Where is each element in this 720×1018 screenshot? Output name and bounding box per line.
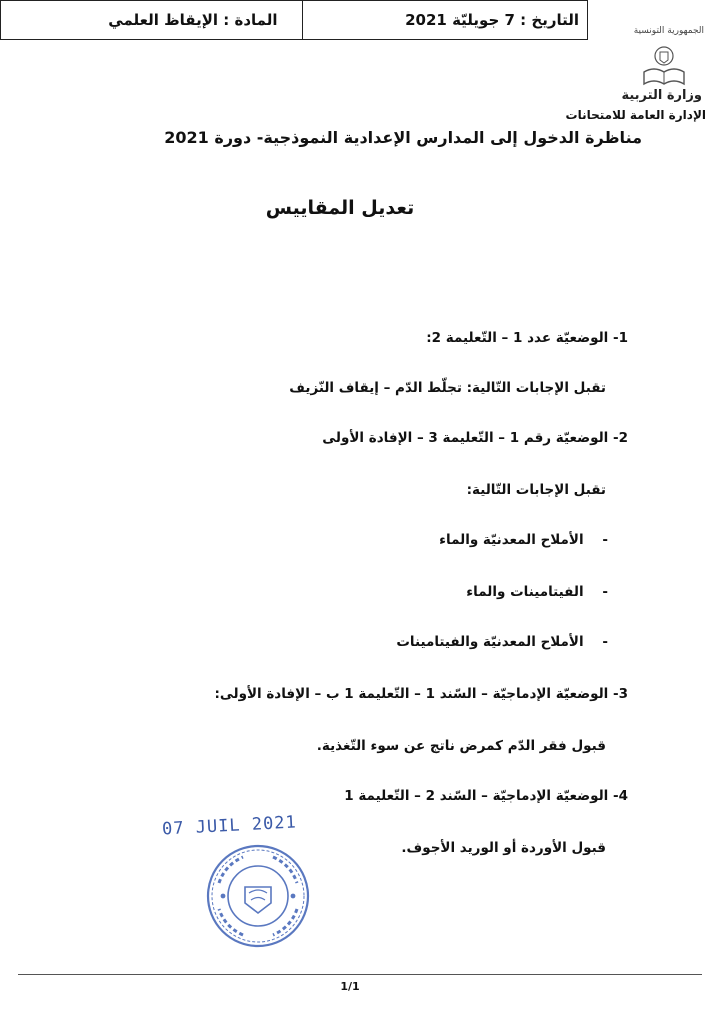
page-number: 1/1 bbox=[340, 980, 360, 993]
item-1-heading: 1- الوضعيّة عدد 1 – التّعليمة 2: bbox=[426, 330, 628, 346]
subject-field: المادة : الإيقاظ العلمي bbox=[108, 11, 278, 29]
list-item: - الأملاح المعدنيّة والماء bbox=[439, 532, 608, 548]
item-4-answer: قبول الأوردة أو الوريد الأجوف. bbox=[401, 840, 606, 856]
item-2-heading: 2- الوضعيّة رقم 1 – التّعليمة 3 – الإفادة الأولى bbox=[322, 430, 628, 446]
item-4-heading: 4- الوضعيّة الإدماجيّة – السّند 2 – التّعليمة 1 bbox=[344, 788, 628, 804]
item-3-heading: 3- الوضعيّة الإدماجيّة – السّند 1 – التّعليمة 1 ب – الإفادة الأولى: bbox=[214, 686, 628, 702]
bullet-dash: - bbox=[583, 532, 608, 548]
item-3-answer: قبول فقر الدّم كمرض ناتج عن سوء التّغذية. bbox=[316, 738, 606, 754]
bullet-dash: - bbox=[583, 634, 608, 650]
info-box bbox=[0, 0, 588, 40]
bullet-dash: - bbox=[583, 584, 608, 600]
ministry-name: وزارة التربية bbox=[621, 88, 702, 103]
republic-line: الجمهورية التونسية bbox=[633, 26, 704, 36]
list-item: - الأملاح المعدنيّة والفيتامينات bbox=[396, 634, 608, 650]
exam-title: مناظرة الدخول إلى المدارس الإعدادية النموذجية- دورة 2021 bbox=[164, 128, 642, 147]
date-stamp: 07 JUIL 2021 bbox=[161, 812, 298, 840]
document-title: تعديل المقاييس bbox=[265, 197, 415, 219]
item-1-answer: تقبل الإجابات التّالية: تجلّط الدّم – إيقاف النّزيف bbox=[289, 380, 606, 396]
date-field: التاريخ : 7 جويليّة 2021 bbox=[302, 1, 588, 39]
footer-divider bbox=[18, 974, 702, 975]
ministry-emblem-icon bbox=[640, 42, 688, 88]
item-2-intro: تقبل الإجابات التّالية: bbox=[466, 482, 606, 498]
exam-directorate: الإدارة العامة للامتحانات bbox=[565, 108, 706, 122]
list-item: - الفيتامينات والماء bbox=[466, 584, 608, 600]
official-seal-icon bbox=[205, 843, 311, 949]
